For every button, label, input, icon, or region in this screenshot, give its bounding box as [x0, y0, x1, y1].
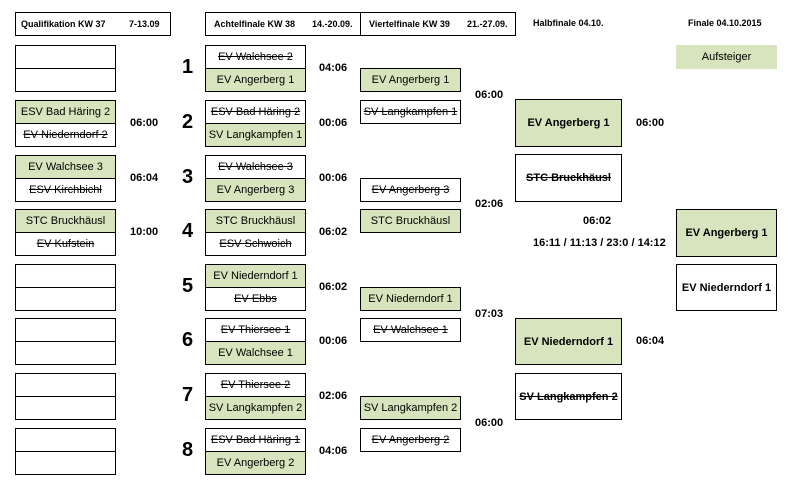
achtel-4-score: 06:02 [319, 226, 348, 238]
viertel-1-team-2: SV Langkampfen 1 [360, 100, 461, 124]
match-number-7: 7 [182, 384, 194, 406]
achtel-3-team-1: EV Walchsee 3 [205, 155, 306, 179]
viertel-3-score: 07:03 [475, 308, 504, 320]
header-halbfinale: Halbfinale 04.10. [533, 18, 604, 28]
achtel-4-team-1: STC Bruckhäusl [205, 209, 306, 233]
match-number-4: 4 [182, 220, 194, 242]
quali-7-team-1 [15, 373, 116, 397]
quali-4-team-1: STC Bruckhäusl [15, 209, 116, 233]
viertel-3-team-1: EV Niederndorf 1 [360, 287, 461, 311]
header-viertelfinale-title: Viertelfinale KW 39 [369, 19, 450, 29]
match-number-6: 6 [182, 329, 194, 351]
quali-6-team-1 [15, 318, 116, 342]
achtel-5-score: 06:02 [319, 281, 348, 293]
achtel-7-score: 02:06 [319, 390, 348, 402]
quali-5-team-2 [15, 287, 116, 311]
quali-7-team-2 [15, 396, 116, 420]
achtel-5-team-2: EV Ebbs [205, 287, 306, 311]
quali-3-team-2: ESV Kirchbichl [15, 178, 116, 202]
quali-6-team-2 [15, 341, 116, 365]
match-number-1: 1 [182, 56, 194, 78]
achtel-6-score: 00:06 [319, 335, 348, 347]
quali-8-team-2 [15, 451, 116, 475]
header-qualifikation-title: Qualifikation KW 37 [21, 19, 106, 29]
header-qualifikation-dates: 7-13.09 [129, 19, 160, 29]
quali-3-score: 06:04 [130, 172, 159, 184]
achtel-7-team-1: EV Thiersee 2 [205, 373, 306, 397]
finale-winner: EV Angerberg 1 [676, 209, 777, 257]
header-finale: Finale 04.10.2015 [688, 18, 762, 28]
quali-1-team-2 [15, 68, 116, 92]
quali-2-team-2: EV Niederndorf 2 [15, 123, 116, 147]
achtel-5-team-1: EV Niederndorf 1 [205, 264, 306, 288]
quali-5-team-1 [15, 264, 116, 288]
match-number-3: 3 [182, 166, 194, 188]
achtel-3-team-2: EV Angerberg 3 [205, 178, 306, 202]
match-number-5: 5 [182, 275, 194, 297]
achtel-2-team-1: ESV Bad Häring 2 [205, 100, 306, 124]
finale-score: 06:02 [583, 215, 612, 227]
achtel-8-team-1: ESV Bad Häring 1 [205, 428, 306, 452]
header-achtelfinale-title: Achtelfinale KW 38 [214, 19, 296, 29]
achtel-2-team-2: SV Langkampfen 1 [205, 123, 306, 147]
achtel-3-score: 00:06 [319, 172, 348, 184]
halb-2-score: 06:04 [636, 335, 665, 347]
header-achtelfinale [205, 12, 361, 36]
quali-3-team-1: EV Walchsee 3 [15, 155, 116, 179]
viertel-3-team-2: EV Walchsee 1 [360, 318, 461, 342]
viertel-4-team-2: EV Angerberg 2 [360, 428, 461, 452]
achtel-7-team-2: SV Langkampfen 2 [205, 396, 306, 420]
achtel-8-score: 04:06 [319, 445, 348, 457]
viertel-2-team-2: STC Bruckhäusl [360, 209, 461, 233]
quali-2-team-1: ESV Bad Häring 2 [15, 100, 116, 124]
achtel-1-team-1: EV Walchsee 2 [205, 45, 306, 69]
viertel-2-score: 02:06 [475, 198, 504, 210]
quali-1-team-1 [15, 45, 116, 69]
viertel-1-team-1: EV Angerberg 1 [360, 68, 461, 92]
viertel-2-team-1: EV Angerberg 3 [360, 178, 461, 202]
viertel-1-score: 06:00 [475, 89, 504, 101]
match-number-8: 8 [182, 439, 194, 461]
achtel-8-team-2: EV Angerberg 2 [205, 451, 306, 475]
halb-2-team-2: SV Langkampfen 2 [515, 373, 622, 420]
header-viertelfinale-dates: 21.-27.09. [467, 19, 508, 29]
quali-4-team-2: EV Kufstein [15, 232, 116, 256]
halb-2-team-1: EV Niederndorf 1 [515, 318, 622, 365]
quali-2-score: 06:00 [130, 117, 159, 129]
aufsteiger-badge: Aufsteiger [676, 45, 777, 69]
achtel-1-score: 04:06 [319, 62, 348, 74]
quali-4-score: 10:00 [130, 226, 159, 238]
viertel-4-team-1: SV Langkampfen 2 [360, 396, 461, 420]
quali-8-team-1 [15, 428, 116, 452]
achtel-6-team-2: EV Walchsee 1 [205, 341, 306, 365]
header-viertelfinale [360, 12, 516, 36]
halb-1-team-2: STC Bruckhäusl [515, 154, 622, 202]
header-achtelfinale-dates: 14.-20.09. [312, 19, 353, 29]
finale-runner-up: EV Niederndorf 1 [676, 264, 777, 311]
header-qualifikation [15, 12, 171, 36]
achtel-1-team-2: EV Angerberg 1 [205, 68, 306, 92]
finale-set-scores: 16:11 / 11:13 / 23:0 / 14:12 [533, 237, 666, 249]
achtel-6-team-1: EV Thiersee 1 [205, 318, 306, 342]
viertel-4-score: 06:00 [475, 417, 504, 429]
halb-1-score: 06:00 [636, 117, 665, 129]
achtel-2-score: 00:06 [319, 117, 348, 129]
achtel-4-team-2: ESV Schwoich [205, 232, 306, 256]
match-number-2: 2 [182, 111, 194, 133]
halb-1-team-1: EV Angerberg 1 [515, 99, 622, 147]
